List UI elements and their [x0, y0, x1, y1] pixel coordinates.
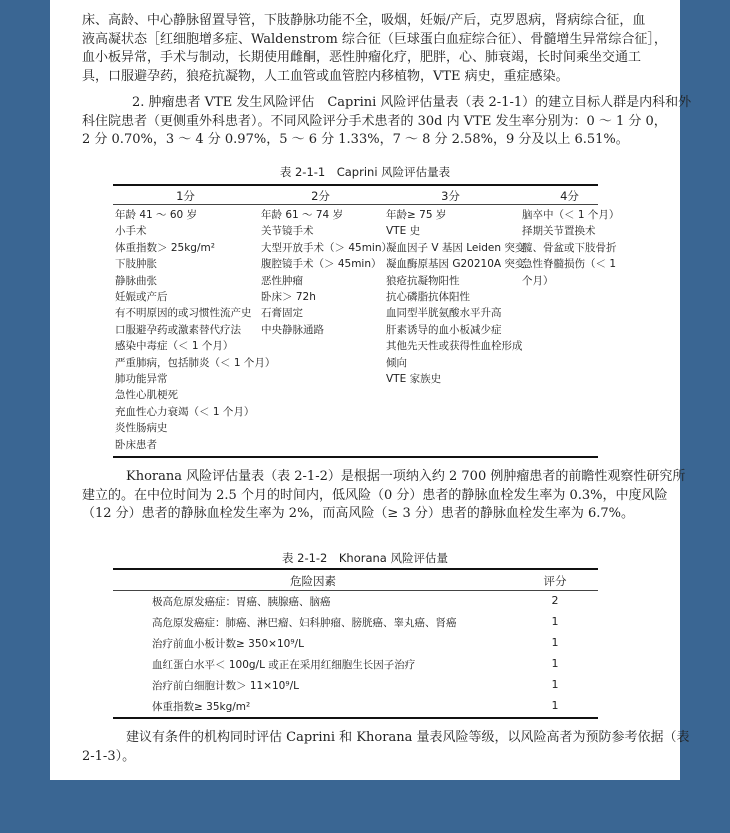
table1-header-1: 1分: [176, 189, 195, 203]
table-cell: 择期关节置换术: [522, 225, 596, 238]
table-cell: 倾向: [386, 356, 407, 369]
table-cell-score: 1: [551, 699, 559, 712]
table-cell: 凝血因子 V 基因 Leiden 突变: [386, 241, 526, 254]
table-row: 体重指数≥ 35kg/m²: [152, 701, 251, 713]
table1-header-rule: [113, 204, 598, 205]
text-line: 床、高龄、中心静脉留置导管，下肢静脉功能不全，吸烟，妊娠/产后，克罗恩病，肾病综合征，血: [82, 13, 646, 28]
table-cell: 凝血酶原基因 G20210A 突变: [386, 258, 526, 271]
paragraph-caprini: [82, 94, 692, 150]
table2-header-score: 评分: [543, 574, 567, 588]
table-cell-score: 1: [551, 657, 559, 670]
table-cell: 肝素诱导的血小板减少症: [386, 323, 502, 336]
text-line: 2-1-3）。: [82, 748, 136, 764]
paragraph-risk-factors: [82, 12, 680, 86]
table-cell-score: 1: [551, 636, 559, 649]
text-line: 具，口服避孕药，狼疮抗凝物，人工血管或血管腔内移植物，VTE 病史，重症感染。: [82, 68, 569, 84]
table-cell: 小手术: [115, 225, 147, 238]
text-line: 2 分 0.70%，3 ～ 4 分 0.97%，5 ～ 6 分 1.33%，7 ～ 8 分 2.58%，9 分及以上 6.51%。: [82, 132, 629, 147]
table-row: 治疗前白细胞计数＞ 11×10⁹/L: [152, 680, 299, 692]
table1-header-2: 2分: [311, 189, 330, 203]
table1-column-1: [115, 207, 275, 453]
table-cell: 关节镜手术: [261, 225, 314, 238]
table-cell: VTE 史: [386, 225, 421, 238]
table-row: 治疗前血小板计数≥ 350×10⁹/L: [152, 638, 304, 650]
table-cell: 感染中毒症（＜ 1 个月）: [115, 340, 234, 353]
table-cell: 急性心肌梗死: [115, 389, 178, 402]
table-cell: 个月）: [522, 274, 554, 287]
table-cell: 年龄≥ 75 岁: [386, 209, 447, 221]
table-cell: 严重肺病，包括肺炎（＜ 1 个月）: [115, 356, 276, 369]
table1-column-2: [261, 207, 392, 338]
table1-bottom-rule: [113, 456, 598, 458]
table-cell: 抗心磷脂抗体阳性: [386, 291, 470, 304]
table-cell: 石膏固定: [261, 307, 303, 320]
table-cell: 炎性肠病史: [115, 422, 168, 435]
table1-header-3: 3分: [441, 189, 460, 203]
table-cell: 狼疮抗凝物阳性: [386, 274, 460, 287]
table1-caption: 表 2-1-1 Caprini 风险评估量表: [279, 165, 451, 179]
table-cell: 体重指数＞ 25kg/m²: [115, 241, 215, 254]
table-cell-score: 2: [551, 594, 559, 607]
table2-header-rule: [113, 590, 598, 591]
table-cell: 髋、骨盆或下肢骨折: [522, 241, 617, 254]
table2-header-factor: 危险因素: [290, 574, 336, 588]
text-line: 液高凝状态［红细胞增多症、Waldenstrom 综合征（巨球蛋白血症综合征）、骨髓增生异常综合征］，: [82, 31, 667, 47]
table-cell: 卧床＞ 72h: [261, 291, 316, 304]
table-cell: 年龄 61 ～ 74 岁: [261, 209, 344, 221]
table1-header-4: 4分: [560, 189, 579, 203]
table-cell: 其他先天性或获得性血栓形成: [386, 340, 523, 353]
text-line: （12 分）患者的静脉血栓发生率为 2%，而高风险（≥ 3 分）患者的静脉血栓发生率为 6.7%。: [82, 506, 635, 521]
table1-top-rule: [113, 184, 598, 186]
table-cell-score: 1: [551, 615, 559, 628]
table-cell: 静脉曲张: [115, 274, 157, 287]
table-cell: 恶性肿瘤: [261, 274, 303, 287]
table-row: 血红蛋白水平＜ 100g/L 或正在采用红细胞生长因子治疗: [152, 659, 416, 671]
table-cell: 肺功能异常: [115, 373, 168, 386]
text-line: 建议有条件的机构同时评估 Caprini 和 Khorana 量表风险等级，以风险高者为预防参考依据（表: [126, 730, 690, 745]
table-row: 极高危原发癌症：胃癌、胰腺癌、脑癌: [152, 596, 331, 608]
table1-column-3: [386, 207, 525, 387]
table2-top-rule: [113, 568, 598, 570]
table2-caption: 表 2-1-2 Khorana 风险评估量: [281, 551, 449, 565]
table-cell: 妊娠或产后: [115, 291, 168, 304]
text-line: 2. 肿瘤患者 VTE 发生风险评估 Caprini 风险评估量表（表 2-1-1）的建立目标人群是内科和外: [132, 95, 692, 110]
table2-bottom-rule: [113, 717, 598, 719]
text-line: 建立的。在中位时间为 2.5 个月的时间内，低风险（0 分）患者的静脉血栓发生率为 0.3%，中度风险: [82, 487, 668, 503]
table-cell: 有不明原因的或习惯性流产史: [115, 307, 252, 320]
table-cell: 大型开放手术（＞ 45min）: [261, 241, 392, 254]
paragraph-khorana: [82, 468, 686, 524]
text-line: 血小板异常，手术与制动，长期使用雌酮，恶性肿瘤化疗，肥胖，心、肺衰竭，长时间乘坐交通工: [82, 50, 642, 65]
table-cell: VTE 家族史: [386, 373, 442, 386]
table-cell: 卧床患者: [115, 438, 157, 451]
table-cell: 腹腔镜手术（＞ 45min）: [261, 258, 382, 271]
table-cell: 急性脊髓损伤（＜ 1: [522, 258, 617, 271]
table-cell: 血同型半胱氨酸水平升高: [386, 307, 502, 320]
table-cell: 口服避孕药或激素替代疗法: [115, 323, 241, 336]
table-cell: 年龄 41 ～ 60 岁: [115, 209, 198, 221]
table-cell: 充血性心力衰竭（＜ 1 个月）: [115, 405, 255, 418]
paragraph-recommendation: [82, 729, 690, 766]
table-cell: 脑卒中（＜ 1 个月）: [522, 209, 620, 221]
table-cell-score: 1: [551, 678, 559, 691]
table-row: 高危原发癌症：肺癌、淋巴瘤、妇科肿瘤、膀胱癌、睾丸癌、肾癌: [152, 617, 457, 629]
table-cell: 中央静脉通路: [261, 323, 324, 336]
table-cell: 下肢肿胀: [115, 258, 157, 271]
table1-column-4: [522, 207, 619, 289]
text-line: 科住院患者（更侧重外科患者）。不同风险评分手术患者的 30d 内 VTE 发生率分别为：0 ～ 1 分 0，: [82, 113, 667, 129]
text-line: Khorana 风险评估量表（表 2-1-2）是根据一项纳入约 2 700 例肿瘤患者的前瞻性观察性研究所: [126, 469, 686, 484]
